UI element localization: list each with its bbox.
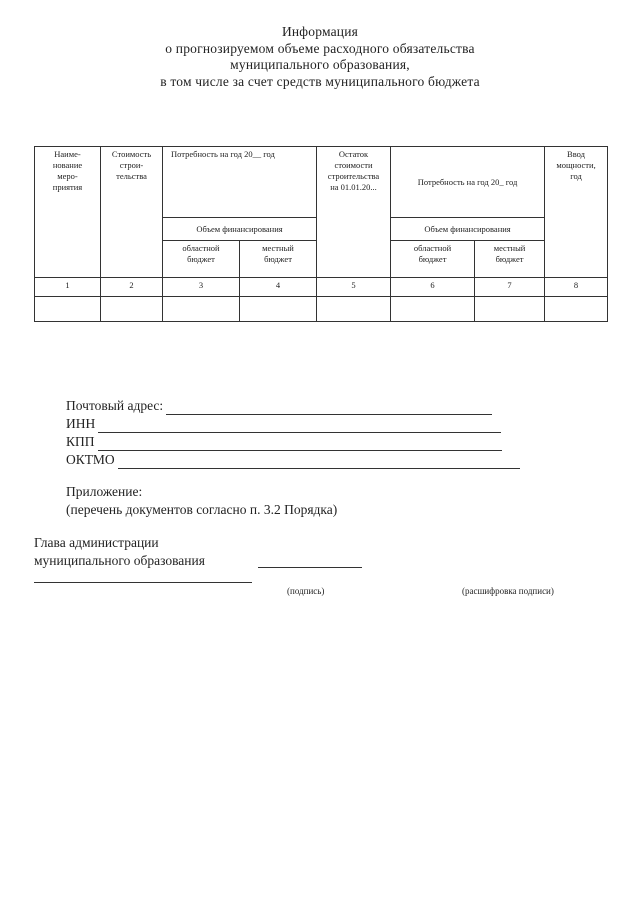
col-number: 7: [475, 278, 545, 297]
col-number: 6: [391, 278, 475, 297]
col-number: 8: [545, 278, 608, 297]
head-title-line-1: Глава администрации: [34, 535, 159, 550]
signature-caption: (подпись): [287, 586, 325, 596]
document-title: [0, 24, 640, 90]
title-line-4: в том числе за счет средств муниципального бюджета: [160, 73, 480, 89]
obligation-table: [34, 146, 608, 322]
title-line-1: Информация: [281, 24, 359, 39]
attachment-note: (перечень документов согласно п. 3.2 Порядка): [66, 502, 338, 517]
table-cell: [545, 297, 608, 322]
col-number: 4: [240, 278, 317, 297]
table-cell: [240, 297, 317, 322]
kpp-line: [98, 437, 502, 451]
header-local-right: местный бюджет: [475, 241, 545, 278]
table-cell: [475, 297, 545, 322]
oktmo-line: [118, 455, 520, 469]
title-line-2: о прогнозируемом объеме расходного обязательства: [165, 40, 475, 56]
requisites-block: [66, 397, 520, 469]
head-title-line-2: муниципального образования: [34, 553, 205, 568]
col-number: 3: [163, 278, 240, 297]
signature-line: [258, 567, 362, 568]
decode-caption: (расшифровка подписи): [462, 586, 554, 596]
attachment-label: Приложение:: [66, 484, 143, 499]
header-need-year-right: Потребность на год 20_ год: [391, 147, 545, 218]
name-line: [34, 582, 252, 583]
col-number: 1: [35, 278, 101, 297]
postal-address-line: [166, 401, 492, 415]
header-capacity-year: Ввод мощности, год: [545, 147, 608, 278]
header-construction-cost: Стоимость строи- тельства: [101, 147, 163, 278]
oktmo-label: ОКТМО: [66, 452, 115, 467]
title-line-3: муниципального образования,: [230, 57, 410, 72]
table-cell: [391, 297, 475, 322]
col-number: 5: [317, 278, 391, 297]
inn-label: ИНН: [66, 416, 96, 431]
header-financing-left: Объем финансирования: [163, 218, 317, 241]
postal-address-label: Почтовый адрес:: [66, 398, 164, 413]
table-cell: [317, 297, 391, 322]
header-event-name: Наиме- нование меро- приятия: [35, 147, 101, 278]
header-regional-right: областной бюджет: [391, 241, 475, 278]
header-remaining-cost: Остаток стоимости строительства на 01.01.20...: [317, 147, 391, 278]
header-local-left: местный бюджет: [240, 241, 317, 278]
col-number: 2: [101, 278, 163, 297]
header-need-year-left: Потребность на год 20__ год: [163, 147, 317, 218]
kpp-label: КПП: [66, 434, 95, 449]
inn-line: [98, 419, 501, 433]
table-cell: [101, 297, 163, 322]
header-regional-left: областной бюджет: [163, 241, 240, 278]
table-cell: [163, 297, 240, 322]
header-financing-right: Объем финансирования: [391, 218, 545, 241]
table-cell: [35, 297, 101, 322]
